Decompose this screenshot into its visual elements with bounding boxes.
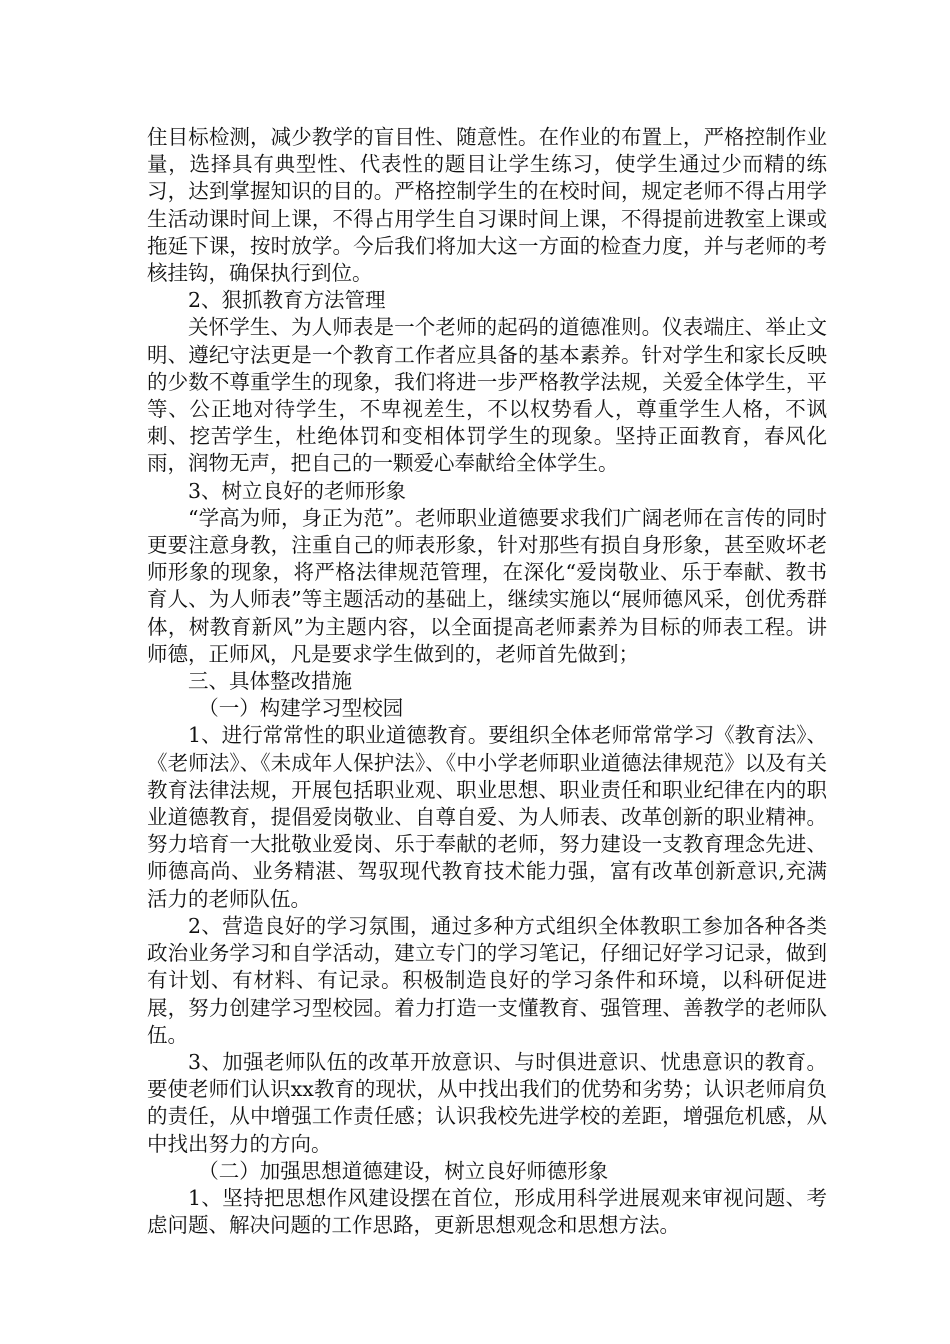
section-heading-teaching-method: 2、狠抓教育方法管理 [188, 288, 386, 313]
paragraph-care-students: 关怀学生、为人师表是一个老师的起码的道德准则。仪表端庄、举止文明、遵纪守法更是一个教育工作者应具备的基本素养。针对学生和家长反映的少数不尊重学生的现象，我们将进一步严格教学法规，关爱全体学生，平等、公正地对待学生，不卑视差生，不以权势看人，尊重学生人格，不讽刺、挖苦学生，杜绝体罚和变相体罚学生的现象。坚持正面教育，春风化雨，润物无声，把自己的一颗爱心奉献给全体学生。 [147, 315, 827, 476]
document-page [147, 124, 827, 1239]
subsection-heading-learning-campus: （一）构建学习型校园 [198, 696, 404, 721]
paragraph-learning-atmosphere: 2、营造良好的学习氛围，通过多种方式组织全体教职工参加各种各类政治业务学习和自学活动，建立专门的学习笔记，仔细记好学习记录，做到有计划、有材料、有记录。积极制造良好的学习条件和环境，以科研促进展，努力创建学习型校园。着力打造一支懂教育、强管理、善教学的老师队伍。 [147, 913, 827, 1047]
subsection-heading-moral-building: （二）加强思想道德建设，树立良好师德形象 [198, 1158, 609, 1183]
section-heading-measures: 三、具体整改措施 [188, 669, 352, 694]
paragraph-ethics-education: 1、进行常常性的职业道德教育。要组织全体老师常常学习《教育法》、《老师法》、《未成年人保护法》、《中小学老师职业道德法律规范》以及有关教育法律法规，开展包括职业观、职业思想、职业责任和职业纪律在内的职业道德教育，提倡爱岗敬业、自尊自爱、为人师表、改革创新的职业精神。努力培育一大批敬业爱岗、乐于奉献的老师，努力建设一支教育理念先进、师德高尚、业务精湛、驾驭现代教育技术能力强，富有改革创新意识,充满活力的老师队伍。 [147, 723, 827, 911]
paragraph-teacher-image: “学高为师，身正为范”。老师职业道德要求我们广阔老师在言传的同时更要注意身教，注重自己的师表形象，针对那些有损自身形象，甚至败坏老师形象的现象，将严格法律规范管理，在深化“爱岗敬业、乐于奉献、教书育人、为人师表”等主题活动的基础上，继续实施以“展师德风采，创优秀群体，树教育新风”为主题内容，以全面提高老师素养为目标的师表工程。讲师德，正师风，凡是要求学生做到的，老师首先做到； [147, 505, 827, 666]
paragraph-thought-style: 1、坚持把思想作风建设摆在首位，形成用科学进展观来审视问题、考虑问题、解决问题的工作思路，更新思想观念和思想方法。 [147, 1185, 827, 1238]
paragraph-continuation: 住目标检测，减少教学的盲目性、随意性。在作业的布置上，严格控制作业量，选择具有典型性、代表性的题目让学生练习，使学生通过少而精的练习，达到掌握知识的目的。严格控制学生的在校时间，规定老师不得占用学生活动课时间上课，不得占用学生自习课时间上课，不得提前进教室上课或拖延下课，按时放学。今后我们将加大这一方面的检查力度，并与老师的考核挂钩，确保执行到位。 [147, 125, 827, 286]
paragraph-awareness-education: 3、加强老师队伍的改革开放意识、与时俱进意识、忧患意识的教育。要使老师们认识xx教育的现状，从中找出我们的优势和劣势；认识老师肩负的责任，从中增强工作责任感；认识我校先进学校的差距，增强危机感，从中找出努力的方向。 [147, 1049, 827, 1156]
section-heading-teacher-image: 3、树立良好的老师形象 [188, 478, 407, 503]
